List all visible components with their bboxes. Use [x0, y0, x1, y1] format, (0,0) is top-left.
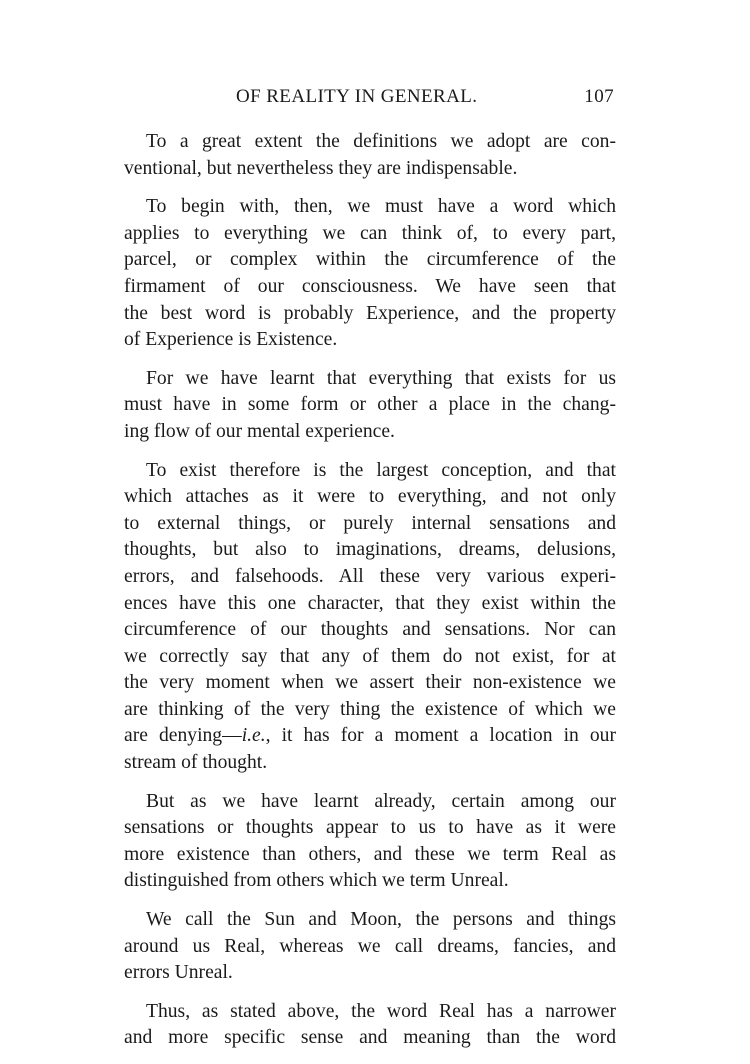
text-line: circumference of our thoughts and sensations. Nor can — [124, 619, 616, 641]
text-line: parcel, or complex within the circumference of the — [124, 249, 616, 271]
text-line: We call the Sun and Moon, the persons and things — [146, 909, 616, 931]
text-line: we correctly say that any of them do not exist, for at — [124, 645, 616, 667]
running-head — [118, 86, 614, 114]
text-line: thoughts, but also to imaginations, dreams, delusions, — [124, 539, 616, 561]
paragraph — [124, 194, 616, 354]
paragraph — [124, 458, 616, 777]
text-line: To exist therefore is the largest conception, and that — [146, 459, 616, 481]
text-line: the very moment when we assert their non-existence we — [124, 672, 616, 694]
text-line: distinguished from others which we term Unreal. — [124, 870, 509, 892]
text-line: must have in some form or other a place in the chang- — [124, 394, 616, 416]
text-line: But as we have learnt already, certain among our — [146, 790, 616, 812]
page-number: 107 — [584, 86, 614, 107]
text-line: to external things, or purely internal sensations and — [124, 512, 616, 534]
text-line: To begin with, then, we must have a word which — [146, 196, 616, 218]
text-line: sensations or thoughts appear to us to have as it were — [124, 817, 616, 839]
text-line: more existence than others, and these we term Real as — [124, 843, 616, 865]
text-line: For we have learnt that everything that exists for us — [146, 367, 616, 389]
paragraph — [124, 999, 616, 1052]
paragraph — [124, 129, 616, 182]
text-line: ventional, but nevertheless they are indispensable. — [124, 157, 518, 179]
text-line: errors Unreal. — [124, 962, 233, 984]
text-line: Thus, as stated above, the word Real has a narrower — [146, 1000, 616, 1022]
text-line: ing flow of our mental experience. — [124, 420, 395, 442]
text-line: stream of thought. — [124, 752, 268, 774]
text-line: of Experience is Existence. — [124, 329, 338, 351]
paragraph — [124, 907, 616, 987]
italic-abbreviation: i.e. — [241, 725, 266, 747]
text-line: which attaches as it were to everything, and not only — [124, 486, 616, 508]
text-line: errors, and falsehoods. All these very various experi- — [124, 565, 616, 587]
text-line: around us Real, whereas we call dreams, fancies, and — [124, 935, 616, 957]
text-line: the best word is probably Experience, and the property — [124, 302, 616, 324]
text-line: are thinking of the very thing the existence of which we — [124, 698, 616, 720]
text-line: To a great extent the definitions we adopt are con- — [146, 131, 616, 152]
text-line: are denying—i.e., it has for a moment a location in our — [124, 725, 616, 747]
running-title: OF REALITY IN GENERAL. — [236, 86, 478, 107]
body-text — [124, 129, 616, 1064]
text-line: and more specific sense and meaning than the word — [124, 1027, 616, 1049]
text-line: ences have this one character, that they exist within the — [124, 592, 616, 614]
paragraph — [124, 789, 616, 895]
paragraph — [124, 366, 616, 446]
text-line: firmament of our consciousness. We have seen that — [124, 275, 616, 297]
text-line: applies to everything we can think of, to every part, — [124, 222, 616, 244]
